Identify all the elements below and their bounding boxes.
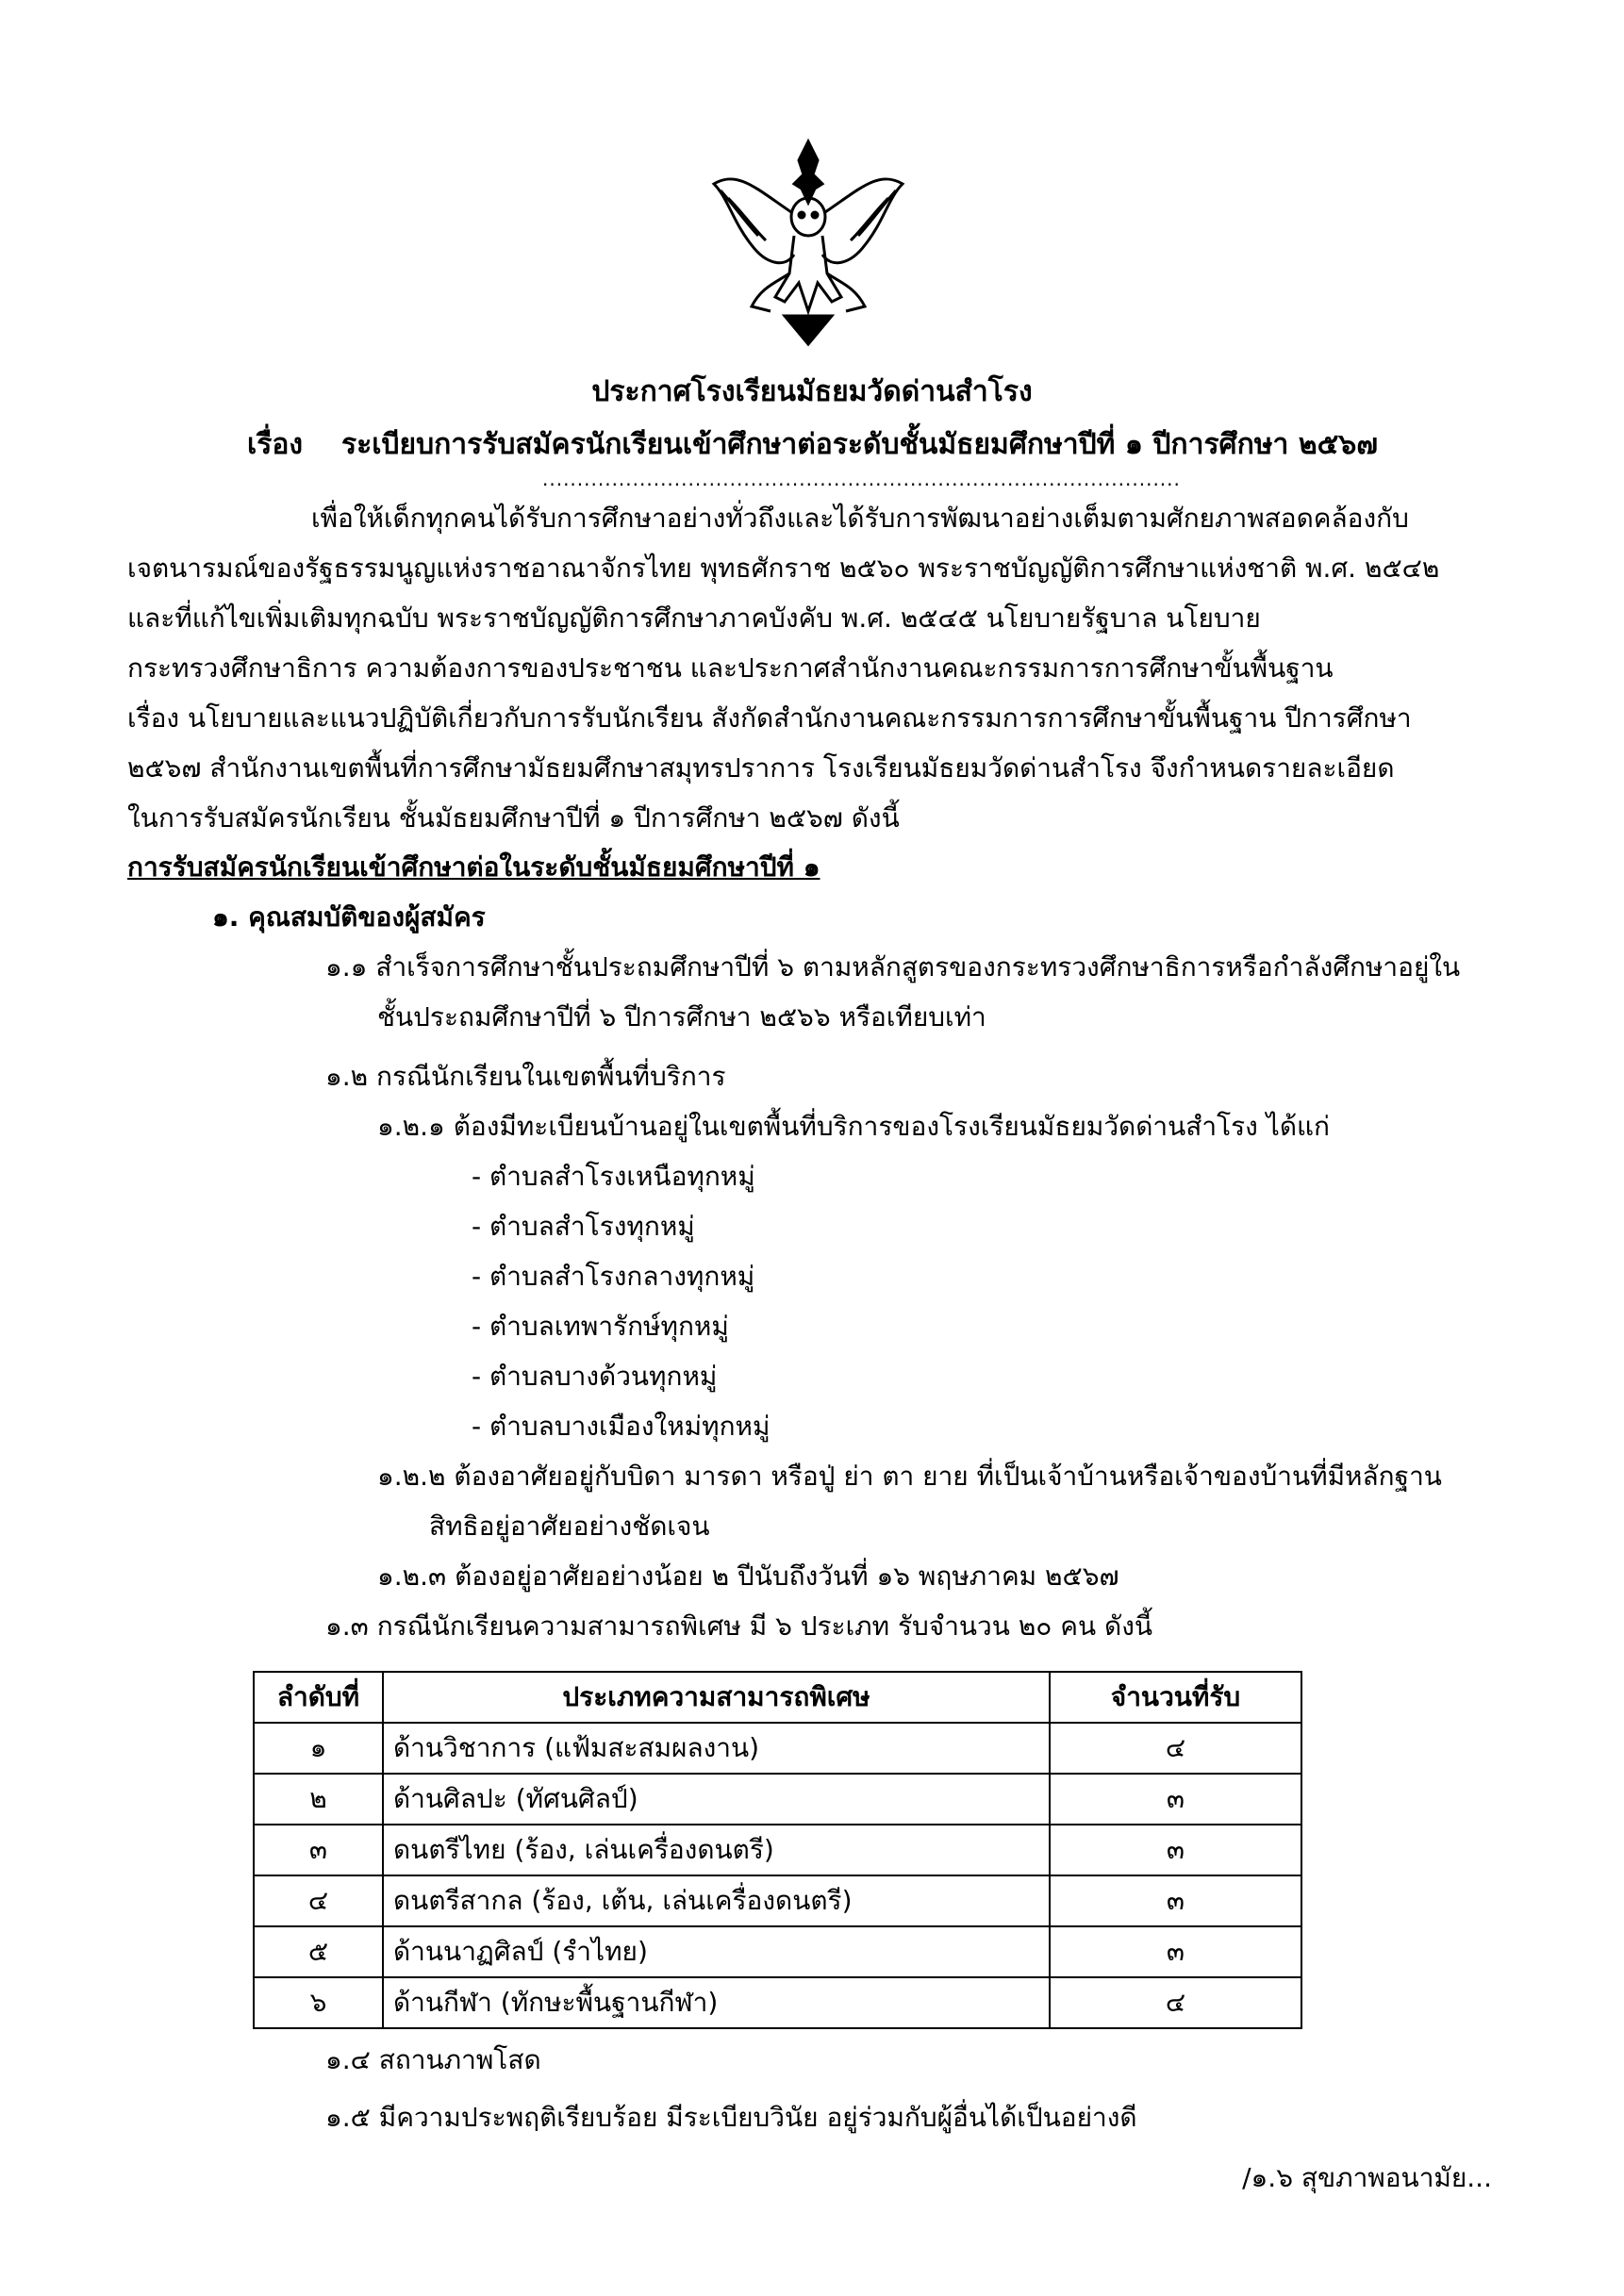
- table-cell: ๒: [254, 1774, 383, 1825]
- qualification-1-4: ๑.๔ สถานภาพโสด: [325, 2044, 541, 2075]
- table-row: [254, 1723, 1301, 1774]
- table-cell: ดนตรีไทย (ร้อง, เล่นเครื่องดนตรี): [383, 1825, 1050, 1875]
- qualification-1-2-2: ๑.๒.๒ ต้องอาศัยอยู่กับบิดา มารดา หรือปู่ ย่า ตา ยาย ที่เป็นเจ้าบ้านหรือเจ้าของบ้านที่มีหลักฐาน: [377, 1461, 1442, 1492]
- intro-line: ในการรับสมัครนักเรียน ชั้นมัธยมศึกษาปีที่ ๑ ปีการศึกษา ๒๕๖๗ ดังนี้: [127, 802, 900, 834]
- table-cell: ๓: [1050, 1774, 1301, 1825]
- intro-line: เพื่อให้เด็กทุกคนได้รับการศึกษาอย่างทั่วถึงและได้รับการพัฒนาอย่างเต็มตามศักยภาพสอดคล้องกับ: [311, 503, 1409, 534]
- table-cell: ๓: [1050, 1875, 1301, 1926]
- table-cell: ด้านวิชาการ (แฟ้มสะสมผลงาน): [383, 1723, 1050, 1774]
- qualification-1-2: ๑.๒ กรณีนักเรียนในเขตพื้นที่บริการ: [325, 1061, 726, 1092]
- table-cell: ด้านกีฬา (ทักษะพื้นฐานกีฬา): [383, 1977, 1050, 2028]
- table-cell: ๔: [1050, 1723, 1301, 1774]
- qualification-1-1-cont: ชั้นประถมศึกษาปีที่ ๖ ปีการศึกษา ๒๕๖๖ หรือเทียบเท่า: [377, 1001, 986, 1032]
- table-header: ลำดับที่: [254, 1672, 383, 1723]
- qualification-1-3: ๑.๓ กรณีนักเรียนความสามารถพิเศษ มี ๖ ประเภท รับจำนวน ๒๐ คน ดังนี้: [325, 1611, 1153, 1642]
- title-separator: ............................................................................................: [542, 468, 1181, 490]
- service-area-item: - ตำบลเทพารักษ์ทุกหมู่: [472, 1311, 729, 1342]
- continued-page-note: /๑.๖ สุขภาพอนามัย...: [1242, 2162, 1492, 2193]
- table-cell: ๑: [254, 1723, 383, 1774]
- service-area-item: - ตำบลสำโรงทุกหมู่: [472, 1211, 695, 1242]
- table-cell: ดนตรีสากล (ร้อง, เต้น, เล่นเครื่องดนตรี): [383, 1875, 1050, 1926]
- table-row: [254, 1977, 1301, 2028]
- announcement-subject: [247, 422, 1378, 467]
- table-cell: ๔: [1050, 1977, 1301, 2028]
- table-cell: ด้านศิลปะ (ทัศนศิลป์): [383, 1774, 1050, 1825]
- qualification-1-2-3: ๑.๒.๓ ต้องอยู่อาศัยอย่างน้อย ๒ ปีนับถึงวันที่ ๑๖ พฤษภาคม ๒๕๖๗: [377, 1561, 1119, 1592]
- qualification-1-2-2-cont: สิทธิอยู่อาศัยอย่างชัดเจน: [429, 1511, 710, 1542]
- qualification-1-5: ๑.๕ มีความประพฤติเรียบร้อย มีระเบียบวินัย อยู่ร่วมกับผู้อื่นได้เป็นอย่างดี: [325, 2102, 1137, 2133]
- table-cell: ๓: [1050, 1926, 1301, 1977]
- subject-label: เรื่อง: [247, 428, 304, 461]
- table-row: [254, 1825, 1301, 1875]
- table-cell: ๖: [254, 1977, 383, 2028]
- special-ability-table: [253, 1671, 1302, 2029]
- qualification-1-1: ๑.๑ สำเร็จการศึกษาชั้นประถมศึกษาปีที่ ๖ ตามหลักสูตรของกระทรวงศึกษาธิการหรือกำลังศึกษาอยู่ใน: [325, 951, 1461, 983]
- table-cell: ๓: [254, 1825, 383, 1875]
- table-cell: ๔: [254, 1875, 383, 1926]
- table-row: [254, 1926, 1301, 1977]
- table-header-row: [254, 1672, 1301, 1723]
- table-cell: ด้านนาฏศิลป์ (รำไทย): [383, 1926, 1050, 1977]
- service-area-item: - ตำบลสำโรงกลางทุกหมู่: [472, 1261, 755, 1292]
- intro-line: เจตนารมณ์ของรัฐธรรมนูญแห่งราชอาณาจักรไทย พุทธศักราช ๒๕๖๐ พระราชบัญญัติการศึกษาแห่งชาติ พ.ศ. ๒๕๔๒: [127, 553, 1440, 584]
- qualification-heading: ๑. คุณสมบัติของผู้สมัคร: [212, 901, 486, 933]
- section-heading: การรับสมัครนักเรียนเข้าศึกษาต่อในระดับชั้นมัธยมศึกษาปีที่ ๑: [127, 851, 820, 883]
- qualification-1-2-1: ๑.๒.๑ ต้องมีทะเบียนบ้านอยู่ในเขตพื้นที่บริการของโรงเรียนมัธยมวัดด่านสำโรง ได้แก่: [377, 1111, 1330, 1142]
- table-row: [254, 1774, 1301, 1825]
- table-row: [254, 1875, 1301, 1926]
- table-cell: ๓: [1050, 1825, 1301, 1875]
- garuda-emblem: [700, 132, 917, 349]
- subject-text: ระเบียบการรับสมัครนักเรียนเข้าศึกษาต่อระดับชั้นมัธยมศึกษาปีที่ ๑ ปีการศึกษา ๒๕๖๗: [341, 428, 1378, 461]
- announcement-title: ประกาศโรงเรียนมัธยมวัดด่านสำโรง: [591, 375, 1033, 408]
- intro-line: ๒๕๖๗ สำนักงานเขตพื้นที่การศึกษามัธยมศึกษาสมุทรปราการ โรงเรียนมัธยมวัดด่านสำโรง จึงกำหนดรายละเอียด: [127, 752, 1395, 784]
- table-cell: ๕: [254, 1926, 383, 1977]
- intro-line: เรื่อง นโยบายและแนวปฏิบัติเกี่ยวกับการรับนักเรียน สังกัดสำนักงานคณะกรรมการการศึกษาขั้นพื้นฐาน ปีการศึกษา: [127, 702, 1412, 734]
- table-header: ประเภทความสามารถพิเศษ: [383, 1672, 1050, 1723]
- table-header: จำนวนที่รับ: [1050, 1672, 1301, 1723]
- intro-line: กระทรวงศึกษาธิการ ความต้องการของประชาชน และประกาศสำนักงานคณะกรรมการการศึกษาขั้นพื้นฐาน: [127, 652, 1334, 684]
- service-area-item: - ตำบลบางด้วนทุกหมู่: [472, 1361, 718, 1392]
- service-area-item: - ตำบลสำโรงเหนือทุกหมู่: [472, 1161, 755, 1192]
- service-area-item: - ตำบลบางเมืองใหม่ทุกหมู่: [472, 1411, 771, 1442]
- intro-line: และที่แก้ไขเพิ่มเติมทุกฉบับ พระราชบัญญัติการศึกษาภาคบังคับ พ.ศ. ๒๕๔๕ นโยบายรัฐบาล นโยบาย: [127, 603, 1261, 634]
